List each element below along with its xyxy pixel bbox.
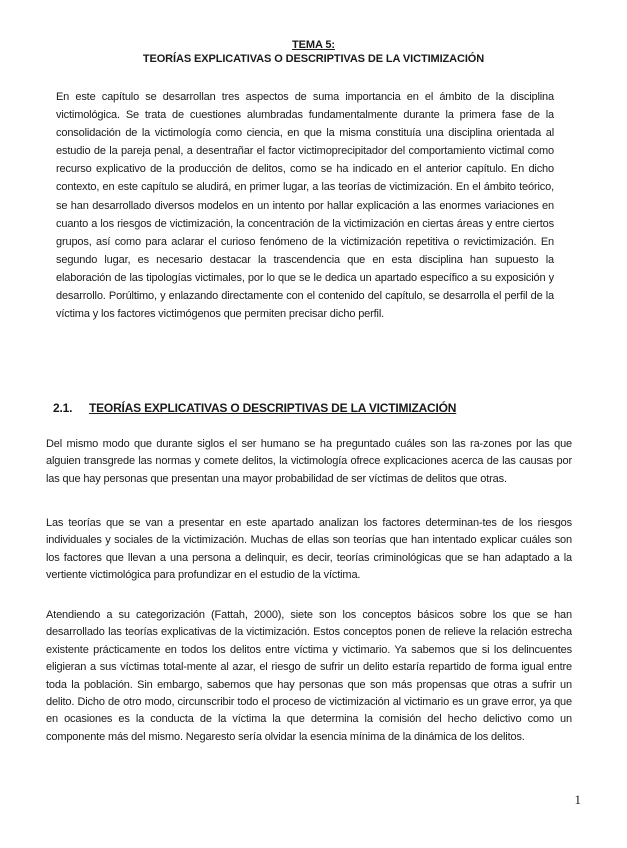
body-paragraph: Atendiendo a su categorización (Fattah, 2000), siete son los conceptos básicos sobre los que se han desarrollado las teorías explicativas de la victimización. Estos conceptos ponen de relieve la relación estrecha existente prácticamente en todos los delitos entre víctima y victimario. Ya sabemos que si los delincuentes eligieran a sus víctimas total-mente al azar, el riesgo de sufrir un delito estaría repartido de forma igual entre toda la población. Sin embargo, sabemos que hay personas que son más propensas que otras a sufrir un delito. Dicho de otro modo, circunscribir todo el proceso de victimización al victimario es un grave error, ya que en ocasiones es la conducta de la víctima la que determina la comisión del hecho delictivo como un componente más del mismo. Negaresto sería olvidar la esencia mínima de la dinámica de los delitos. [46,609,572,743]
page-number: 1 [574,792,581,807]
chapter-title: TEORÍAS EXPLICATIVAS O DESCRIPTIVAS DE LA VICTIMIZACIÓN [142,53,485,65]
section-number: 2.1. [53,401,73,415]
section-heading [53,400,573,416]
chapter-header [0,38,627,66]
body-paragraph: Del mismo modo que durante siglos el ser humano se ha preguntado cuáles son las ra-zones por las que alguien transgrede las normas y comete delitos, la victimología ofrece explicaciones acerca de las causas por las que hay personas que presentan una mayor probabilidad de ser víctimas de delitos que otras. [46,438,572,485]
chapter-number: TEMA 5: [292,39,335,51]
section-title: TEORÍAS EXPLICATIVAS O DESCRIPTIVAS DE LA VICTIMIZACIÓN [89,401,457,415]
body-paragraph: Las teorías que se van a presentar en este apartado analizan los factores determinan-tes de los riesgos individuales y sociales de la victimización. Muchas de ellas son teorías que han intentado explicar cuáles son los factores que llevan a una persona a delinquir, es decir, teorías criminológicas que se han adaptado a la vertiente victimológica para profundizar en el estudio de la víctima. [46,517,572,582]
intro-paragraph: En este capítulo se desarrollan tres aspectos de suma importancia en el ámbito de la disciplina victimológica. Se trata de cuestiones alumbradas fundamentalmente durante la primera fase de la consolidación de la victimología como ciencia, en que la misma constituía una disciplina orientada al estudio de la pareja penal, a desentrañar el factor victimoprecipitador del comportamiento victimal como recurso explicativo de la producción de delitos, como se ha indicado en el anterior capítulo. En dicho contexto, en este capítulo se aludirá, en primer lugar, a las teorías de victimización. En el ámbito teórico, se han desarrollado diversos modelos en un intento por hallar explicación a las enormes variaciones en cuanto a los riesgos de victimización, la concentración de la victimización en ciertas áreas y entre ciertos grupos, así como para aclarar el curioso fenómeno de la victimización repetitiva o revictimización. En segundo lugar, es necesario destacar la trascendencia que en esta disciplina han supuesto la elaboración de las tipologías victimales, por lo que se le dedica un apartado específico a su exposición y desarrollo. Porúltimo, y enlazando directamente con el contenido del capítulo, se desarrolla el perfil de la víctima y los factores victimógenos que permiten precisar dicho perfil. [56,91,554,321]
